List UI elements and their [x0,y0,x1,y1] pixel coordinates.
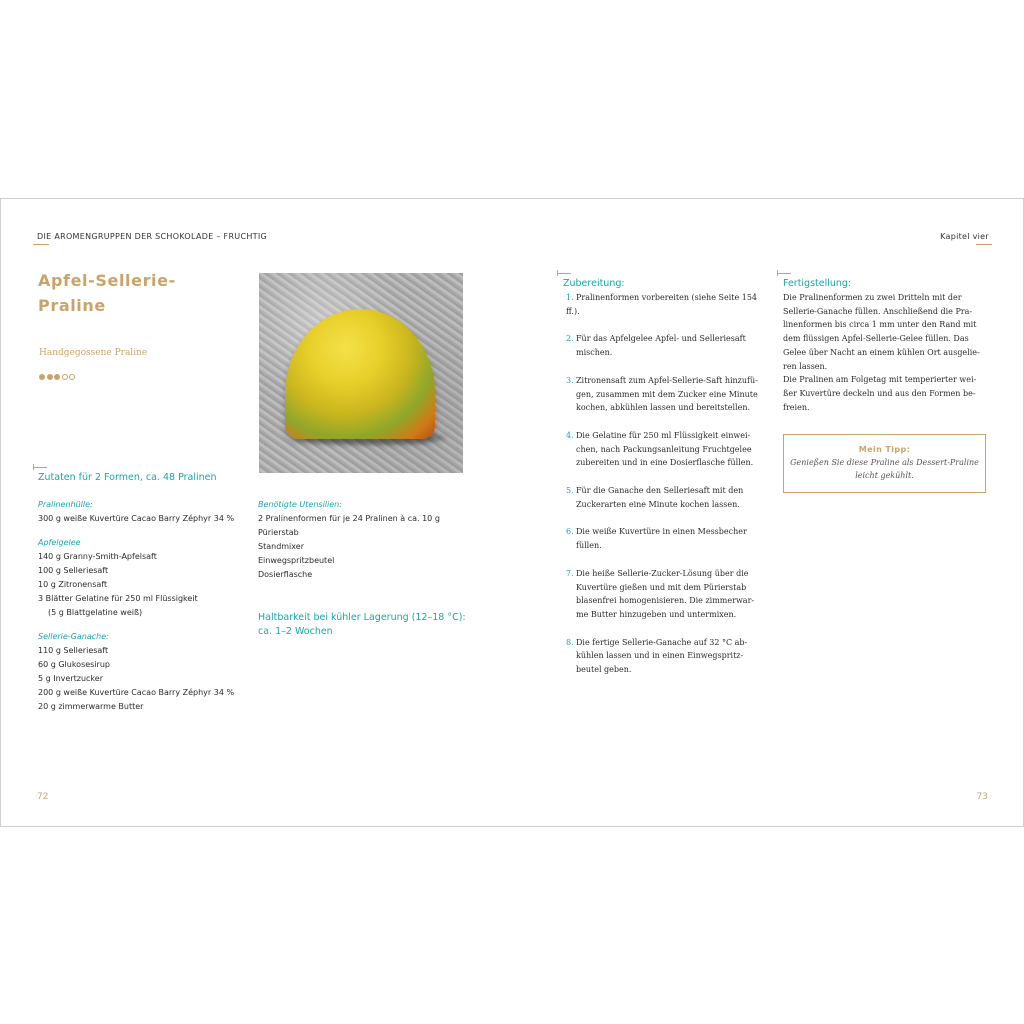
recipe-title-line1: Apfel-Sellerie- [38,271,176,290]
difficulty-dot-empty-icon [62,374,68,380]
step-line [566,539,771,553]
step-number: 6. [566,527,574,537]
step-text: Zitronensaft zum Apfel-Sellerie-Saft hinzufü- [576,375,758,385]
finishing-line: Die Pralinen am Folgetag mit temperierter wei- [783,375,977,385]
praline-photo [259,273,463,473]
ingredients-tick [33,464,34,470]
preparation-step [566,429,771,470]
ingredient-line: 5 g Invertzucker [38,674,103,683]
preparation-step [566,291,771,318]
step-text: Für die Ganache den Selleriesaft mit den [576,486,744,496]
preparation-step [566,525,771,552]
ingredients-list [38,498,253,714]
step-line [566,567,771,581]
step-line [566,388,771,402]
finishing-line: Gelee über Nacht an einem kühlen Ort ausgelie- [783,347,980,357]
step-line [566,663,771,677]
step-text: Die weiße Kuvertüre in einen Messbecher [576,527,747,537]
shelf-life [258,611,466,639]
preparation-step [566,332,771,359]
recipe-subtitle: Handgegossene Praline [39,348,148,358]
tip-heading: Mein Tipp: [858,445,911,454]
running-header-left: DIE AROMENGRUPPEN DER SCHOKOLADE – FRUCHTIG [37,232,268,241]
step-line [566,484,771,498]
step-line [566,346,771,360]
step-number: 8. [566,637,574,647]
step-text: blasenfrei homogenisieren. Die zimmerwar- [576,596,755,606]
step-text: chen, nach Packungsanleitung Fruchtgelee [576,444,752,454]
finishing-rule [777,273,791,274]
step-line [566,332,771,346]
step-line [566,608,771,622]
step-text: Die heiße Sellerie-Zucker-Lösung über die [576,568,749,578]
utensils-block [258,498,458,582]
ingredient-line: 110 g Selleriesaft [38,646,109,655]
step-text: beutel geben. [576,665,632,675]
finishing-line: dem flüssigen Apfel-Sellerie-Gelee füllen. Das [783,334,969,344]
step-number: 4. [566,430,574,440]
utensils-heading: Benötigte Utensilien: [258,500,342,509]
ingredient-line: 200 g weiße Kuvertüre Cacao Barry Zéphyr 34 % [38,688,235,697]
step-number: 5. [566,486,574,496]
preparation-step [566,374,771,415]
ingredient-line: 20 g zimmerwarme Butter [38,702,144,711]
step-text: Die fertige Sellerie-Ganache auf 32 °C ab- [576,637,748,647]
step-text: gen, zusammen mit dem Zucker eine Minute [576,389,758,399]
utensil-line: Standmixer [258,542,304,551]
preparation-step [566,636,771,677]
step-line [566,498,771,512]
book-spread [0,198,1024,827]
step-line [566,443,771,457]
finishing-text [783,291,989,414]
finishing-line: ßer Kuvertüre deckeln und aus den Formen be- [783,388,976,398]
finishing-line: linenformen bis circa 1 mm unter den Rand mit [783,320,977,330]
step-line [566,429,771,443]
header-rule-left [33,244,49,245]
finishing-line: Sellerie-Ganache füllen. Anschließend die Pra- [783,306,973,316]
finishing-line: Die Pralinenformen zu zwei Dritteln mit der [783,293,962,302]
ingredient-line: 140 g Granny-Smith-Apfelsaft [38,552,157,561]
step-text: Die Gelatine für 250 ml Flüssigkeit einwei- [576,430,751,440]
step-line [566,374,771,388]
page-number-right: 73 [976,792,988,802]
step-number: 3. [566,375,574,385]
header-rule-right [976,244,992,245]
finishing-line: ren lassen. [783,361,828,371]
preparation-step [566,484,771,511]
tip-line2: leicht gekühlt. [855,471,914,480]
step-text: Kuvertüre gießen und mit dem Pürierstab [576,582,747,592]
finishing-heading: Fertigstellung: [783,278,852,289]
preparation-step [566,567,771,622]
utensil-line: Dosierflasche [258,570,313,579]
difficulty-rating [39,365,77,384]
step-line [566,456,771,470]
ingredients-rule [33,467,47,468]
step-line [566,594,771,608]
preparation-tick [557,270,558,276]
tip-line1: Genießen Sie diese Praline als Dessert-Praline [790,458,979,467]
step-text: füllen. [576,541,602,551]
step-text: Für das Apfelgelee Apfel- und Selleriesaft [576,334,746,344]
recipe-title [38,268,176,318]
preparation-steps [566,291,771,691]
tip-box [783,434,986,493]
shelf-life-line2: ca. 1–2 Wochen [258,626,333,637]
running-header-right: Kapitel vier [940,232,989,241]
ingredient-group-heading: Apfelgelee [38,538,81,547]
step-text: zubereiten und in eine Dosierflasche füllen. [576,458,754,468]
difficulty-dot-empty-icon [69,374,75,380]
step-line [566,401,771,415]
step-text: me Butter hinzugeben und untermixen. [576,609,737,619]
recipe-title-line2: Praline [38,296,106,315]
step-line [566,525,771,539]
step-text: kochen, abkühlen lassen und bereitstellen. [576,403,751,413]
ingredient-group-heading: Sellerie-Ganache: [38,632,109,641]
step-number: 2. [566,334,574,344]
step-line [566,636,771,650]
ingredient-line: 300 g weiße Kuvertüre Cacao Barry Zéphyr 34 % [38,514,235,523]
utensil-line: Einwegspritzbeutel [258,556,335,565]
preparation-heading: Zubereitung: [563,278,625,289]
step-number: 1. [566,293,574,302]
utensil-line: Pürierstab [258,528,299,537]
step-line [566,291,771,318]
step-number: 7. [566,568,574,578]
step-line [566,581,771,595]
page-number-left: 72 [37,792,49,802]
finishing-line: freien. [783,402,810,412]
ingredients-heading: Zutaten für 2 Formen, ca. 48 Pralinen [38,472,217,483]
step-text: mischen. [576,348,613,358]
utensils-list [258,512,458,582]
difficulty-dot-filled-icon [54,374,60,380]
step-line [566,649,771,663]
difficulty-dot-filled-icon [47,374,53,380]
step-text: Zuckerarten eine Minute kochen lassen. [576,499,740,509]
utensil-line: 2 Pralinenformen für je 24 Pralinen à ca. 10 g [258,514,440,523]
praline-dome-image [285,309,435,439]
difficulty-dot-filled-icon [39,374,45,380]
step-text: kühlen lassen und in einen Einwegspritz- [576,651,744,661]
ingredient-line: 10 g Zitronensaft [38,580,108,589]
ingredient-group-heading: Pralinenhülle: [38,500,93,509]
ingredient-line: 100 g Selleriesaft [38,566,109,575]
ingredient-line: 60 g Glukosesirup [38,660,110,669]
ingredient-line: 3 Blätter Gelatine für 250 ml Flüssigkeit [38,594,198,603]
finishing-tick [777,270,778,276]
step-text: Pralinenformen vorbereiten (siehe Seite 154 ff.). [566,293,758,316]
preparation-rule [557,273,571,274]
shelf-life-line1: Haltbarkeit bei kühler Lagerung (12–18 °C): [258,612,466,623]
ingredient-line: (5 g Blattgelatine weiß) [48,608,143,617]
